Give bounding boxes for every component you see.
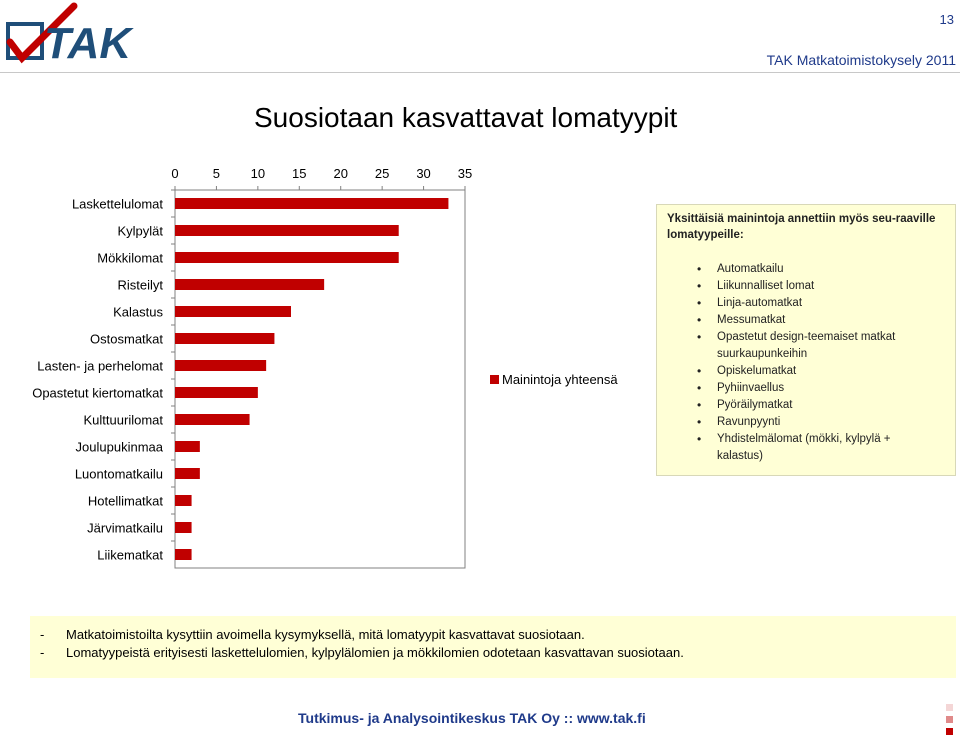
bar: [175, 441, 200, 452]
note-box: [656, 204, 956, 476]
bar: [175, 414, 250, 425]
footer-text: Tutkimus- ja Analysointikeskus TAK Oy :: www.tak.fi: [298, 710, 646, 726]
legend-label: Mainintoja yhteensä: [502, 372, 618, 387]
note-item: • Automatkailu: [667, 261, 907, 278]
category-label: Kalastus: [113, 304, 163, 320]
category-label: Opastetut kiertomatkat: [32, 385, 163, 401]
category-label: Ostosmatkat: [90, 331, 163, 347]
note-list: [667, 261, 945, 465]
x-tick-label: 0: [171, 166, 179, 181]
category-label: Kylpylät: [117, 223, 163, 239]
note-item: • Messumatkat: [667, 312, 907, 329]
category-label: Luontomatkailu: [74, 466, 163, 482]
note-item: • Liikunnalliset lomat: [667, 278, 907, 295]
bar: [175, 333, 274, 344]
bar: [175, 468, 200, 479]
bar: [175, 279, 324, 290]
bar: [175, 306, 291, 317]
bar: [175, 360, 266, 371]
x-tick-label: 25: [374, 166, 390, 181]
x-tick-label: 30: [416, 166, 431, 181]
note-item: • Pyhiinvaellus: [667, 380, 907, 397]
header-title: TAK Matkatoimistokysely 2011: [766, 52, 956, 68]
note-item: • Opastetut design-teemaiset matkat suurkaupunkeihin: [667, 329, 907, 363]
category-label: Kulttuurilomat: [83, 412, 163, 428]
tak-logo: [4, 2, 154, 68]
summary-line: [40, 626, 946, 644]
note-item: • Opiskelumatkat: [667, 363, 907, 380]
bar: [175, 495, 192, 506]
footer-squares-decoration: [946, 704, 956, 738]
category-label: Hotellimatkat: [87, 493, 163, 509]
category-label: Järvimatkailu: [87, 520, 163, 536]
note-item: • Linja-automatkat: [667, 295, 907, 312]
note-item: • Ravunpyynti: [667, 414, 907, 431]
category-label: Laskettelulomat: [71, 196, 163, 212]
slide-title: Suosiotaan kasvattavat lomatyypit: [254, 102, 678, 133]
page-number: 13: [939, 12, 954, 27]
summary-text: Lomatyypeistä erityisesti laskettelulomien, kylpylälomien ja mökkilomien odotetaan kasvattavan suosiotaan.: [66, 645, 684, 660]
x-tick-label: 15: [292, 166, 307, 181]
x-tick-label: 5: [212, 166, 221, 181]
logo-text: TAK: [44, 19, 132, 68]
bar: [175, 549, 192, 560]
bar: [175, 387, 258, 398]
legend-swatch: [490, 375, 499, 384]
category-label: Liikematkat: [97, 547, 163, 563]
note-item: • Yhdistelmälomat (mökki, kylpylä + kalastus): [667, 431, 907, 465]
summary-line: [40, 644, 946, 662]
bar: [175, 198, 448, 209]
note-heading: Yksittäisiä mainintoja annettiin myös seu-raaville lomatyypeille:: [667, 213, 936, 241]
bar: [175, 225, 399, 236]
x-tick-label: 10: [250, 166, 266, 181]
category-label: Lasten- ja perhelomat: [37, 358, 163, 374]
category-label: Mökkilomat: [97, 250, 163, 266]
summary-text: Matkatoimistoilta kysyttiin avoimella kysymyksellä, mitä lomatyypit kasvattavat suosiotaan.: [66, 627, 585, 642]
x-tick-label: 20: [333, 166, 348, 181]
x-tick-label: 35: [457, 166, 473, 181]
category-label: Risteilyt: [117, 277, 163, 293]
summary-dash: -: [40, 627, 45, 642]
header-divider: [0, 72, 960, 73]
category-label: Joulupukinmaa: [75, 439, 163, 455]
summary-dash: -: [40, 645, 45, 660]
note-item: • Pyöräilymatkat: [667, 397, 907, 414]
bar-chart: [0, 150, 640, 590]
bar: [175, 252, 399, 263]
summary-box: [30, 616, 956, 678]
bar: [175, 522, 192, 533]
plot-area-frame: [175, 190, 465, 568]
